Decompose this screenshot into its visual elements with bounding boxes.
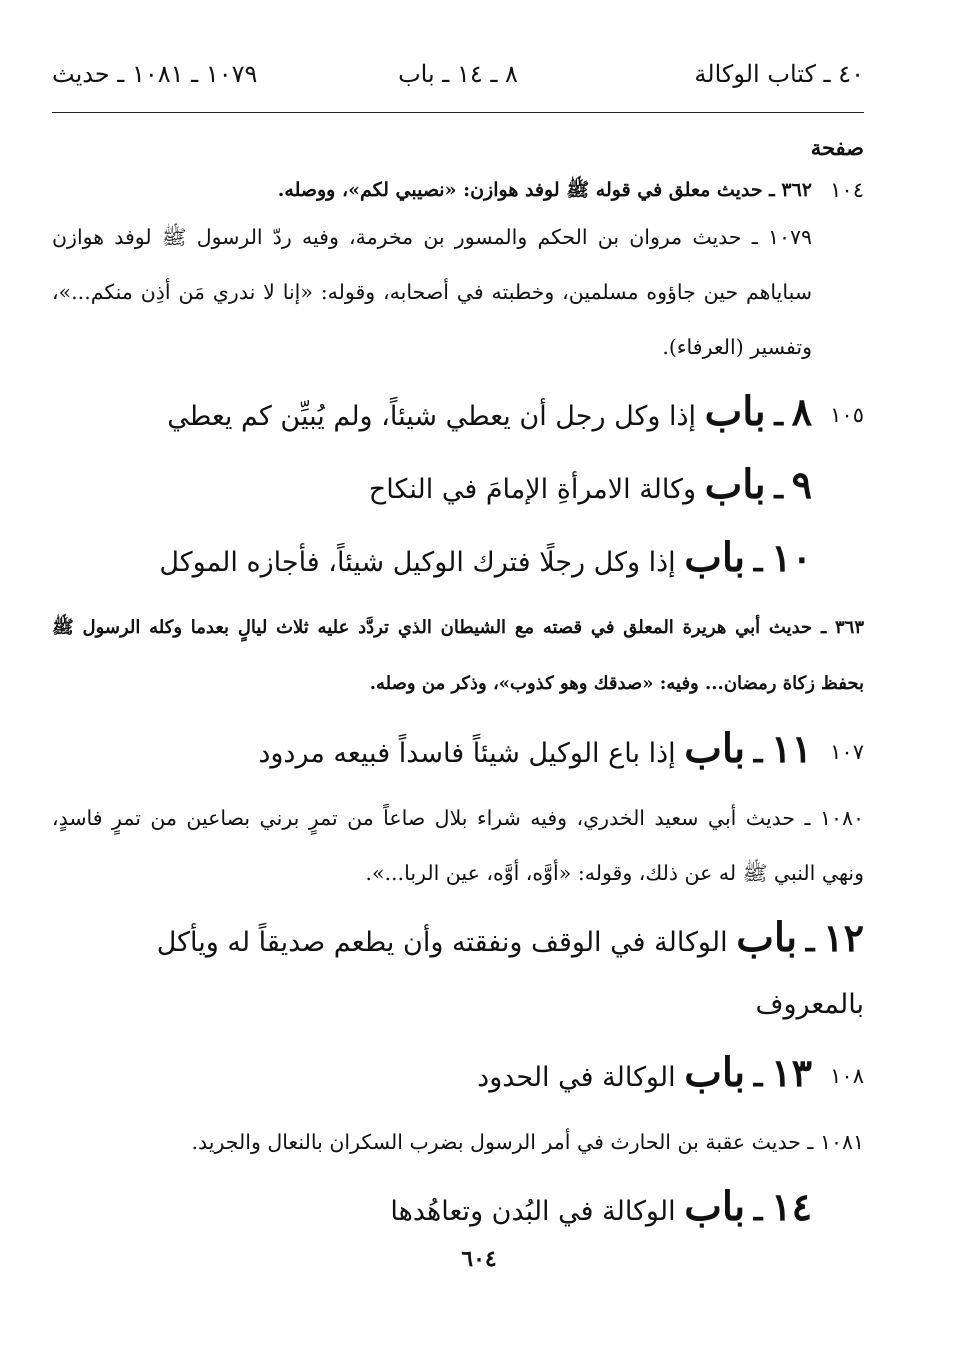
index-entry [52,600,864,712]
chapter-heading [52,1176,812,1243]
chapter-entry [52,718,864,785]
running-header [52,52,864,96]
index-entry [52,210,864,375]
index-content [52,128,864,1249]
chapter-heading [52,1042,812,1109]
chapter-dash: ـ [774,471,783,506]
chapter-entry [52,1042,864,1109]
chapter-dash: ـ [774,398,783,433]
hadith-summary: ١٠٧٩ ـ حديث مروان بن الحكم والمسور بن مخرمة، وفيه ردّ الرسول ﷺ لوفد هوازن سباياهم حين جاؤوه مسلمين، وخطبته في أصحابه، وقوله: «إنا لا ندري مَن أذِن منكم...»، وتفسير (العرفاء). [52,225,812,359]
bab-word: باب [684,1049,746,1096]
chapter-title: وكالة الامرأةِ الإمامَ في النكاح [368,474,697,505]
chapter-entry [52,381,864,448]
header-bab-range: ٨ ـ ١٤ ـ باب [398,60,518,88]
page-reference: ١٠٥ [830,402,864,427]
chapter-number: ١٠ [771,535,812,580]
page-column-label: صفحة [810,135,864,160]
page-reference: ١٠٤ [830,178,864,202]
page-number: ٦٠٤ [461,1246,497,1272]
chapter-dash: ـ [753,1193,763,1228]
chapter-title: إذا وكل رجل أن يعطي شيئاً، ولم يُبيِّن كم يعطي [167,401,697,432]
chapter-heading [52,907,864,1036]
chapter-title: الوكالة في البُدن وتعاهُدها [390,1196,676,1227]
hadith-summary: ١٠٨٠ ـ حديث أبي سعيد الخدري، وفيه شراء بلال صاعاً من تمرٍ برني بصاعين من تمرٍ فاسدٍ، ونهي النبي ﷺ له عن ذلك، وقوله: «أوَّه، أوَّه، عين الربا...». [52,806,864,885]
chapter-entry [52,907,864,1036]
page-reference: ١٠٧ [830,739,864,764]
header-chapter-title: ٤٠ ـ كتاب الوكالة [694,60,864,88]
chapter-heading [52,381,812,448]
chapter-number: ١٣ [771,1050,812,1095]
chapter-dash: ـ [753,1059,763,1094]
page-reference: ١٠٨ [830,1063,864,1088]
chapter-dash: ـ [805,924,815,959]
muallaq-hadith-note: ٣٦٣ ـ حديث أبي هريرة المعلق في قصته مع الشيطان الذي تردَّد عليه ثلاث ليالٍ بعدما وكله الرسول ﷺ بحفظ زكاة رمضان... وفيه: «صدقك وهو كذوب»، وذكر من وصله. [52,617,864,694]
chapter-number: ١١ [771,726,812,771]
bab-word: باب [704,461,766,508]
chapter-heading [52,718,812,785]
bab-word: باب [704,388,766,435]
bab-word: باب [684,1183,746,1230]
chapter-number: ٩ [791,462,812,507]
chapter-dash: ـ [753,735,763,770]
chapter-number: ٨ [791,389,812,434]
index-entry [52,791,864,901]
bab-word: باب [684,725,746,772]
chapter-number: ١٤ [771,1184,812,1229]
chapter-title: الوكالة في الحدود [477,1062,676,1093]
chapter-entry [52,1176,864,1243]
chapter-dash: ـ [753,544,763,579]
header-rule [52,112,864,113]
header-hadith-range: ١٠٧٩ ـ ١٠٨١ ـ حديث [52,60,258,88]
chapter-number: ١٢ [823,915,864,960]
chapter-entry [52,527,864,594]
chapter-title: إذا وكل رجلًا فترك الوكيل شيئاً، فأجازه الموكل [159,547,676,578]
bab-word: باب [684,534,746,581]
chapter-title: إذا باع الوكيل شيئاً فاسداً فبيعه مردود [258,738,676,769]
chapter-heading [52,454,812,521]
chapter-title: الوكالة في الوقف ونفقته وأن يطعم صديقاً له ويأكل بالمعروف [156,927,864,1020]
bab-word: باب [736,914,798,961]
index-entry [52,170,864,210]
muallaq-hadith-line: ٣٦٢ ـ حديث معلق في قوله ﷺ لوفد هوازن: «نصيبي لكم»، ووصله. [277,179,812,201]
chapter-entry [52,454,864,521]
chapter-heading [52,527,812,594]
index-entry [52,1115,864,1170]
hadith-summary: ١٠٨١ ـ حديث عقبة بن الحارث في أمر الرسول بضرب السكران بالنعال والجريد. [191,1130,864,1154]
